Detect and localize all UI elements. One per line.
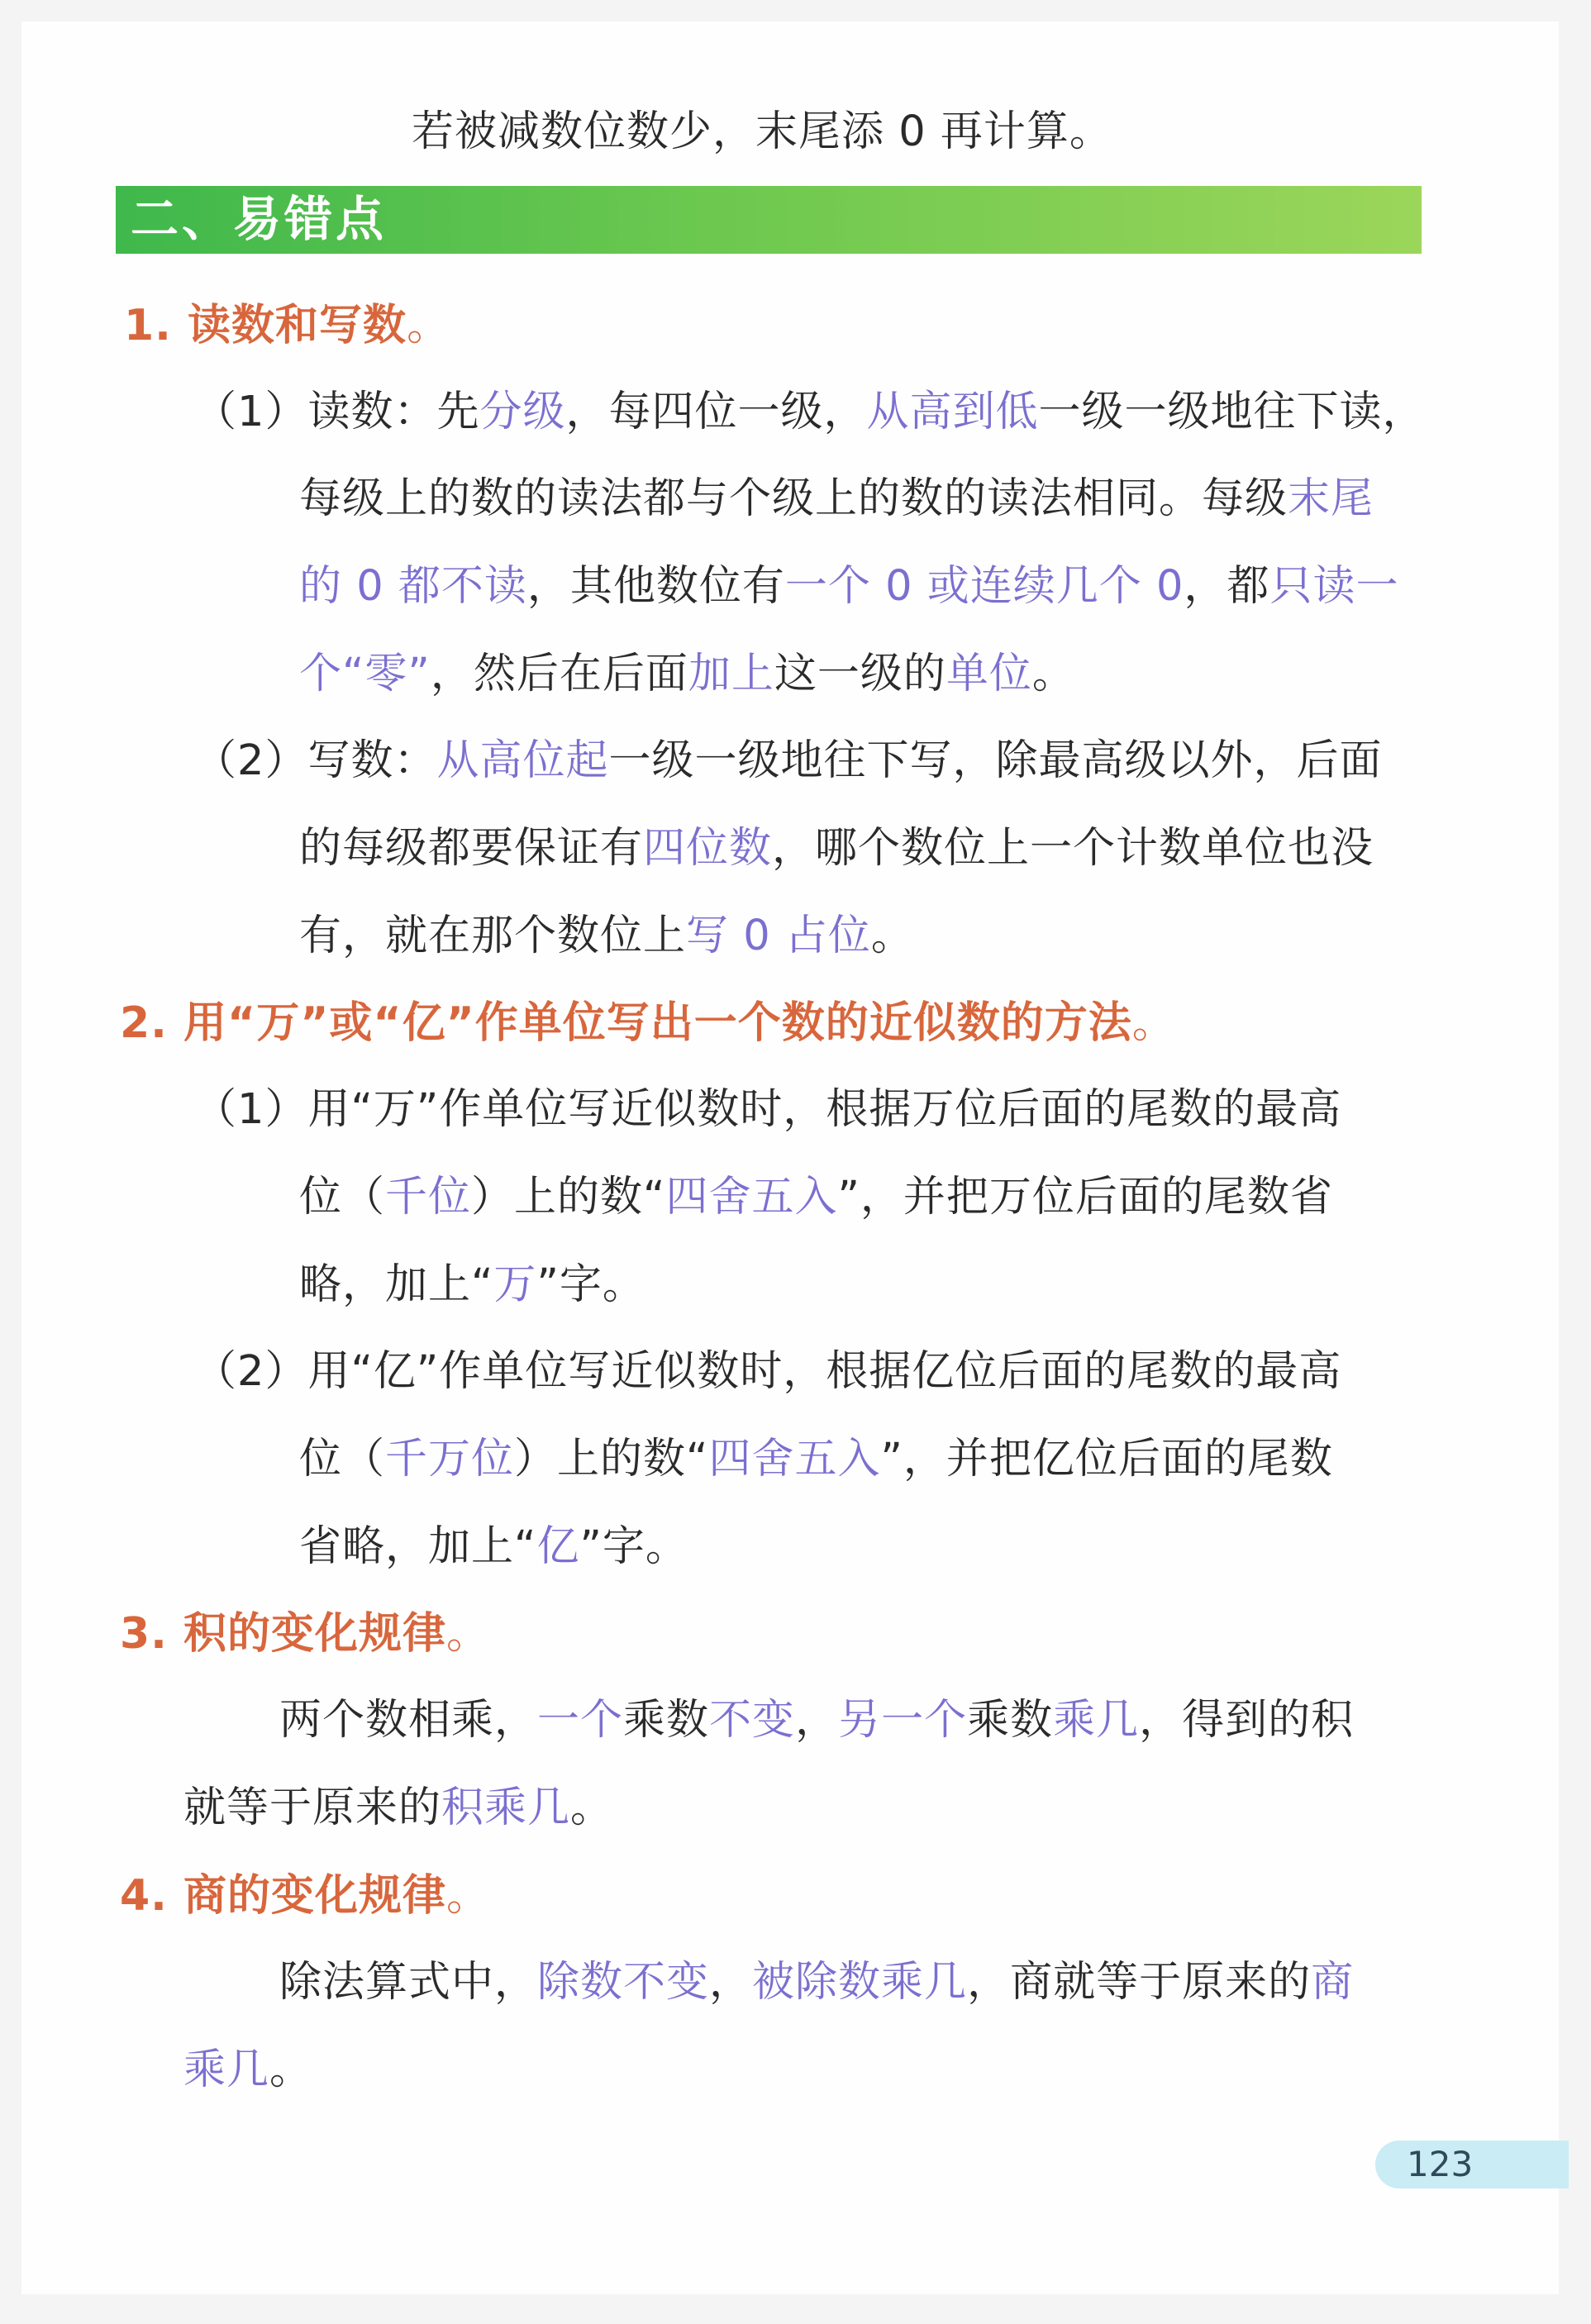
p1-line7: 有，就在那个数位上写 0 占位。: [299, 912, 914, 960]
p1-line3: 的 0 都不读，其他数位有一个 0 或连续几个 0，都只读一: [299, 562, 1399, 611]
p1-line1: （1）读数：先分级，每四位一级，从高到低一级一级地往下读，: [194, 388, 1426, 436]
p1-line6: 的每级都要保证有四位数，哪个数位上一个计数单位也没: [299, 824, 1374, 873]
p2-line4: （2）用“亿”作单位写近似数时，根据亿位后面的尾数的最高: [194, 1347, 1342, 1396]
p1-line5: （2）写数：从高位起一级一级地往下写，除最高级以外，后面: [194, 736, 1383, 785]
p2-line1: （1）用“万”作单位写近似数时，根据万位后面的尾数的最高: [194, 1085, 1342, 1134]
p4-line1: 除法算式中，除数不变，被除数乘几，商就等于原来的商: [279, 1958, 1355, 2007]
heading-1: 1. 读数和写数。: [124, 301, 451, 350]
p2-line2: 位（千位）上的数“四舍五入”，并把万位后面的尾数省: [299, 1173, 1333, 1222]
p1-line2: 每级上的数的读法都与个级上的数的读法相同。每级末尾: [299, 474, 1374, 523]
p4-line2: 乘几。: [183, 2045, 313, 2094]
p1-line4: 个“零”，然后在后面加上这一级的单位。: [299, 650, 1075, 698]
page-number: 123: [1407, 2144, 1474, 2184]
section-title: 二、易错点: [131, 191, 388, 247]
intro-line: 若被减数位数少，末尾添 0 再计算。: [412, 107, 1112, 156]
p2-line5: 位（千万位）上的数“四舍五入”，并把亿位后面的尾数: [299, 1435, 1333, 1483]
heading-3: 3. 积的变化规律。: [120, 1609, 491, 1659]
heading-4: 4. 商的变化规律。: [120, 1871, 491, 1921]
textbook-page: [21, 21, 1559, 2294]
p2-line6: 省略，加上“亿”字。: [299, 1522, 688, 1571]
p3-line2: 就等于原来的积乘几。: [183, 1783, 614, 1832]
p2-line3: 略，加上“万”字。: [299, 1260, 645, 1309]
p3-line1: 两个数相乘，一个乘数不变，另一个乘数乘几，得到的积: [279, 1696, 1355, 1745]
heading-2: 2. 用“万”或“亿”作单位写出一个数的近似数的方法。: [120, 998, 1176, 1048]
